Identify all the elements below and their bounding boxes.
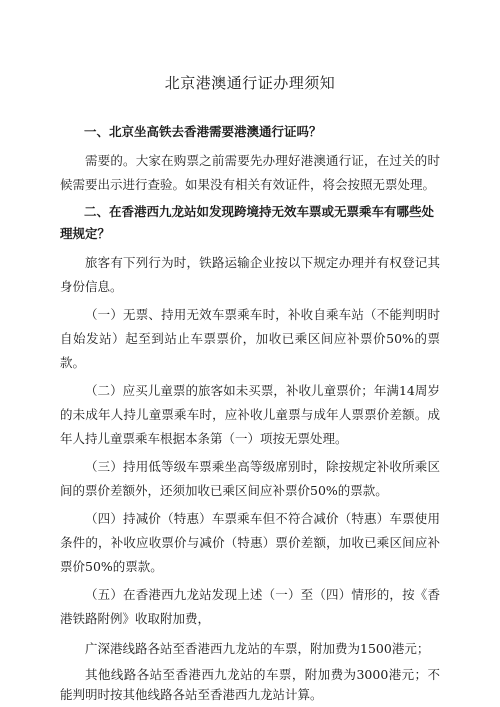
surcharge-line-2: 其他线路各站至香港西九龙站的车票，附加费为3000港元；不能判明时按其他线路各站至香港西九龙站计算。 <box>60 667 440 702</box>
rule-item-5: （五）在香港西九龙站发现上述（一）至（四）情形的，按《香港铁路附例》收取附加费， <box>60 587 440 626</box>
section-2-intro: 旅客有下列行为时，铁路运输企业按以下规定办理并有权登记其身份信息。 <box>60 255 440 294</box>
rule-item-1: （一）无票、持用无效车票乘车时，补收自乘车站（不能判明时自始发站）起至到站止车票票价，加收已乘区间应补票价50%的票款。 <box>60 307 440 370</box>
surcharge-line-1: 广深港线路各站至香港西九龙站的车票，附加费为1500港元； <box>85 641 430 656</box>
document-title: 北京港澳通行证办理须知 <box>164 74 336 92</box>
section-heading-1: 一、北京坐高铁去香港需要港澳通行证吗？ <box>84 124 322 139</box>
rule-item-3: （三）持用低等级车票乘坐高等级席别时，除按规定补收所乘区间的票价差额外，还须加收已乘区间应补票价50%的票款。 <box>60 459 440 498</box>
rule-item-4: （四）持减价（特惠）车票乘车但不符合减价（特惠）车票使用条件的，补收应收票价与减价（特惠）票价差额，加收已乘区间应补票价50%的票款。 <box>60 511 440 574</box>
section-heading-2: 二、在香港西九龙站如发现跨境持无效车票或无票乘车有哪些处理规定？ <box>60 204 435 241</box>
rule-item-2: （二）应买儿童票的旅客如未买票，补收儿童票价；年满14周岁的未成年人持儿童票乘车时，应补收儿童票与成年人票票价差额。成年人持儿童票乘车根据本条第（一）项按无票处理。 <box>60 383 440 446</box>
section-1-answer: 需要的。大家在购票之前需要先办理好港澳通行证，在过关的时候需要出示进行查验。如果没有相关有效证件，将会按照无票处理。 <box>60 153 440 192</box>
